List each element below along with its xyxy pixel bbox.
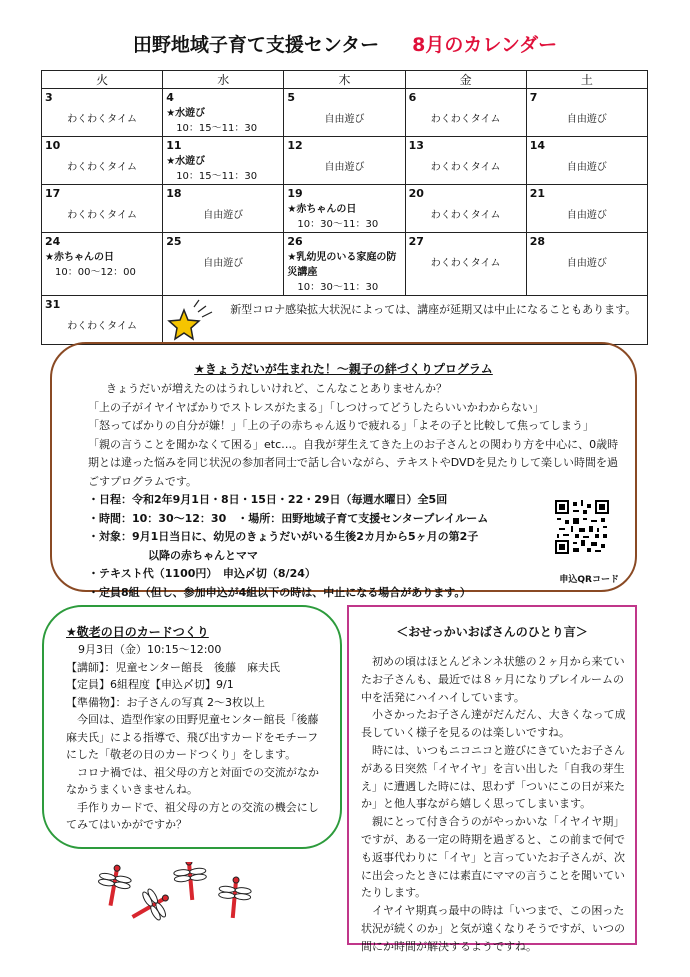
column-paragraph: イヤイヤ期真っ最中の時は「いつまで、この困った状況が続くのか」と気が遠くなりそうですが、いつの間にか時間が解決するようですね。 — [361, 904, 625, 953]
program-detail: ・日程：令和2年9月1日・8日・15日・22・29日（毎週水曜日）全5回 — [88, 493, 448, 506]
keiro-line: 手作りカードで、祖父母の方との交流の機会にしてみてはいかがですか？ — [66, 800, 319, 831]
date-number: 27 — [408, 235, 424, 248]
date-number: 17 — [45, 187, 61, 200]
event-label: わくわくタイム — [67, 114, 137, 125]
program-title: ★きょうだいが生まれた！～親子の絆づくりプログラム — [194, 362, 493, 376]
event-label: 自由遊び — [566, 258, 607, 269]
event-title: ★水遊び — [166, 108, 206, 119]
date-number: 13 — [408, 139, 424, 152]
day-header: 火 — [42, 71, 163, 89]
calendar-cell — [526, 89, 647, 137]
event-label: 自由遊び — [566, 210, 607, 221]
calendar-cell — [42, 89, 163, 137]
column-paragraph: 小さかったお子さん達がだんだん、大きくなって成長していく様子を見るのは楽しいですね。 — [361, 708, 626, 740]
calendar-cell — [405, 137, 526, 185]
day-header: 木 — [284, 71, 405, 89]
event-title: ★赤ちゃんの日 — [287, 204, 357, 215]
event-label: 自由遊び — [203, 210, 244, 221]
calendar-week-row — [42, 137, 648, 185]
date-number: 20 — [408, 187, 424, 200]
calendar-week-row — [42, 233, 648, 296]
event-label: 自由遊び — [566, 114, 607, 125]
event-title: ★乳幼児のいる家庭の防災講座 — [287, 252, 397, 278]
calendar-cell — [405, 233, 526, 296]
calendar-cell — [405, 185, 526, 233]
date-number: 18 — [166, 187, 182, 200]
calendar-cell — [526, 233, 647, 296]
calendar-cell — [163, 89, 284, 137]
calendar-cell — [284, 89, 405, 137]
event-label: 自由遊び — [324, 162, 365, 173]
column-paragraph: 時には、いつもニコニコと遊びにきていたお子さんがある日突然「イヤイヤ」を言い出した「自我の芽生え」に遭遇した時には、思わず「ついにこの日が来たか」と他人事ながら嬉しく思ってしまいます。 — [361, 743, 625, 811]
keiro-line: 今回は、造型作家の田野児童センター館長「後藤麻夫氏」による指導で、飛び出すカードをモチーフにした「敬老の日のカードつくり」をします。 — [66, 713, 319, 761]
event-label: わくわくタイム — [67, 321, 137, 332]
event-label: わくわくタイム — [430, 210, 501, 221]
program-intro: 「上の子がイヤイヤばかりでストレスがたまる」「しつけってどうしたらいいかわからない」 — [88, 400, 544, 414]
dragonfly-icon — [95, 862, 270, 932]
keiro-line: 【定員】6組程度【申込〆切】9/1 — [66, 678, 234, 691]
date-number: 31 — [45, 298, 61, 311]
event-label: わくわくタイム — [430, 258, 501, 269]
keiro-title: ★敬老の日のカードつくり — [66, 625, 209, 639]
event-time: 10：30～11：30 — [297, 219, 379, 230]
keiro-line: 【講師】：児童センター館長 後藤 麻夫氏 — [66, 660, 281, 674]
date-number: 21 — [529, 187, 546, 200]
qr-code-label: 申込QRコード — [559, 575, 619, 585]
event-time: 10：30～11：30 — [297, 282, 379, 293]
notice-text: 新型コロナ感染拡大状況によっては、講座が延期又は中止になることもあります。 — [230, 303, 637, 316]
calendar-cell — [284, 185, 405, 233]
event-time: 10：15～11：30 — [176, 123, 258, 134]
event-time: 10：00～12：00 — [55, 267, 136, 278]
calendar-cell — [42, 137, 163, 185]
page-header — [0, 30, 690, 57]
calendar-cell — [163, 185, 284, 233]
column-box — [347, 605, 637, 953]
program-intro: 「怒ってばかりの自分が嫌！」「上の子の赤ちゃん返りで疲れる」「よその子と比較して焦ってしまう」 — [88, 419, 594, 432]
calendar-cell — [42, 233, 163, 296]
date-number: 4 — [166, 91, 174, 104]
sibling-program-box — [50, 342, 637, 599]
column-body — [361, 653, 629, 956]
column-title: ＜おせっかいおばさんのひとり言＞ — [396, 625, 588, 639]
calendar-cell — [526, 137, 647, 185]
event-label: 自由遊び — [324, 114, 365, 125]
program-detail: ・時間：10：30～12：30 ・場所：田野地域子育て支援センタープレイルーム — [88, 511, 489, 525]
event-title: ★赤ちゃんの日 — [45, 252, 114, 263]
program-detail: ・テキスト代（1100円） 申込〆切（8/24） — [88, 567, 316, 580]
event-time: 10：15～11：30 — [176, 171, 258, 182]
notice-cell — [163, 296, 648, 345]
date-number: 5 — [287, 91, 296, 104]
event-label: わくわくタイム — [430, 114, 501, 125]
event-label: わくわくタイム — [67, 210, 137, 221]
date-number: 25 — [166, 235, 182, 248]
qr-code-icon[interactable] — [555, 500, 609, 554]
program-detail: ・定員8組（但し、参加申込が4組以下の時は、中止になる場合があります。） — [88, 585, 471, 599]
keiro-line: 【準備物】：お子さんの写真 2～3枚以上 — [66, 695, 265, 709]
program-detail: ・対象：9月1日当日に、幼児のきょうだいがいる生後2カ月から5ヶ月の第2子 — [88, 530, 479, 543]
day-header: 水 — [163, 71, 284, 89]
page-subtitle: 8月のカレンダー — [412, 34, 558, 56]
calendar-cell — [526, 185, 647, 233]
keiro-card-box — [42, 605, 342, 849]
day-header: 金 — [405, 71, 526, 89]
date-number: 11 — [166, 139, 182, 152]
date-number: 10 — [45, 139, 61, 152]
calendar-cell — [42, 296, 163, 345]
program-detail: 以降の赤ちゃんとママ — [148, 548, 258, 562]
event-label: 自由遊び — [203, 258, 244, 269]
date-number: 28 — [529, 235, 546, 248]
column-paragraph: 親にとって付き合うのがやっかいな「イヤイヤ期」ですが、ある一定の時期を過ぎると、この前まで何でも返事代わりに「イヤ」と言っていたお子さんが、次に出会ったときには素直にママの言うことを聞いていたりします。 — [361, 815, 625, 900]
keiro-line: 9月3日（金）10:15～12:00 — [78, 643, 222, 656]
column-paragraph: 初めの頃はほとんどネンネ状態の２ヶ月から来ていたお子さんも、最近では８ヶ月になりプレイルームの中を活発にハイハイしています。 — [361, 655, 625, 704]
star-icon — [166, 298, 224, 342]
keiro-line: コロナ禍では、祖父母の方と対面での交流がなかなかうまくいきませんね。 — [66, 765, 319, 796]
calendar-week-row — [42, 89, 648, 137]
calendar-cell — [405, 89, 526, 137]
date-number: 24 — [45, 235, 61, 248]
page-title: 田野地域子育て支援センター — [132, 34, 380, 56]
calendar-cell — [284, 233, 405, 296]
calendar-week-row — [42, 296, 648, 345]
calendar-cell — [284, 137, 405, 185]
date-number: 6 — [408, 91, 417, 104]
day-header: 土 — [526, 71, 647, 89]
program-intro: きょうだいが増えたのはうれしいけれど、こんなことありませんか？ — [106, 382, 447, 395]
event-label: わくわくタイム — [430, 162, 501, 173]
date-number: 7 — [529, 91, 538, 104]
calendar-cell — [163, 233, 284, 296]
program-body — [88, 380, 626, 602]
date-number: 14 — [529, 139, 546, 152]
calendar-table — [41, 70, 648, 345]
calendar-cell — [42, 185, 163, 233]
calendar-week-row — [42, 185, 648, 233]
keiro-body — [66, 641, 328, 834]
event-title: ★水遊び — [166, 156, 206, 167]
event-label: わくわくタイム — [67, 162, 137, 173]
program-intro: 「親の言うことを聞かなくて困る」etc…。自我が芽生えてきた上のお子さんとの関わり方を中心に、0歳時期とは違った悩みを同じ状況の参加者同士で話し合いながら、テキストやDVDを見たりして楽しい時間を過ごすプログラムです。 — [88, 437, 619, 488]
calendar-cell — [163, 137, 284, 185]
date-number: 19 — [287, 187, 303, 200]
date-number: 3 — [45, 91, 53, 104]
date-number: 12 — [287, 139, 303, 152]
calendar-header-row — [42, 71, 648, 89]
event-label: 自由遊び — [566, 162, 607, 173]
date-number: 26 — [287, 235, 303, 248]
